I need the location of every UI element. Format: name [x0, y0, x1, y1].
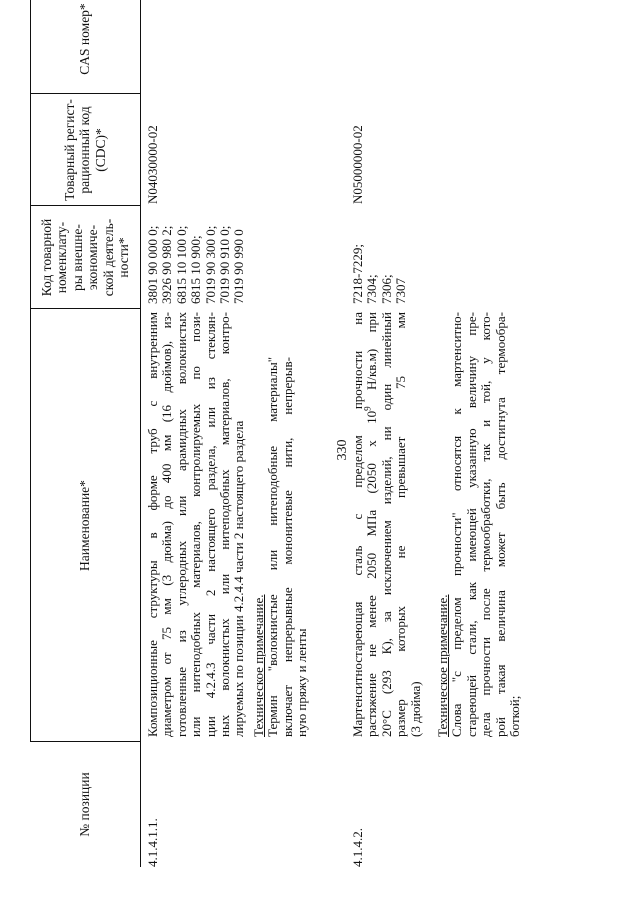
header-code: Код товарной номенклату- ры внешне- экономиче- ской деятель- ности*	[38, 218, 131, 297]
row-position: 4.1.4.1.1.	[145, 818, 160, 867]
row-cdc: N05000000-02	[350, 125, 365, 204]
col-divider	[30, 308, 140, 309]
col-divider	[30, 205, 140, 206]
header-name: Наименование*	[77, 480, 93, 571]
header-position: № позиции	[77, 772, 93, 837]
row-name: Мартенситностареющая сталь с пределом прочности на растяжение не менее 2050 МПа (2050 x $10^9$ Н/кв.м) при 20°С (293 К), за исключением изделий, ни один линейный размер которых не превышает 75 мм (3 дюйма)	[350, 311, 423, 737]
header-cdc: Товарный регист- рационный код (CDC)*	[61, 99, 108, 201]
table-header-bottom	[140, 0, 141, 867]
note-title: Техническое примечание.	[435, 594, 450, 737]
technical-note: Техническое примечание. Слова "с пределом прочности" относятся к мартенситно- стареющей стали, как имеющей указанную величину пре- дела прочности после термообработки, так и той, у кото- рой такая величина может быть достигнута термообра- боткой;	[435, 312, 523, 737]
page-number: 330	[335, 439, 350, 461]
row-codes: 3801 90 000 0; 3926 90 980 2; 6815 10 100 0; 6815 10 900; 7019 90 300 0; 7019 90 910 0; 7019 90 990 0	[145, 225, 247, 304]
table-border-top	[30, 0, 31, 742]
col-divider	[30, 741, 140, 742]
col-divider	[30, 93, 140, 94]
row-codes: 7218-7229; 7304; 7306; 7307	[350, 244, 409, 304]
row-position: 4.1.4.2.	[350, 828, 365, 867]
note-title: Техническое примечание.	[251, 594, 266, 737]
header-cas: CAS номер*	[77, 3, 93, 75]
technical-note: Техническое примечание. Термин "волокнистые или нитеподобные материалы" включает непрерывные мононитевые нити, непрерыв- ную пряжу и ленты	[251, 357, 310, 737]
row-cdc: N04030000-02	[145, 125, 160, 204]
row-name: Композиционные структуры в форме труб с внутренним диаметром от 75 мм (3 дюйма) до 400 мм (16 дюймов), из- готовленные из углеродных или арамидных волокнистых или нитеподобных материалов, контролируемых по пози- ции 4.2.4.3 части 2 настоящего раздела, или из стеклян- ных волокнистых или нитеподобных материалов, контро- лируемых по позиции 4.2.4.4 части 2 настоящего раздела	[145, 312, 247, 737]
